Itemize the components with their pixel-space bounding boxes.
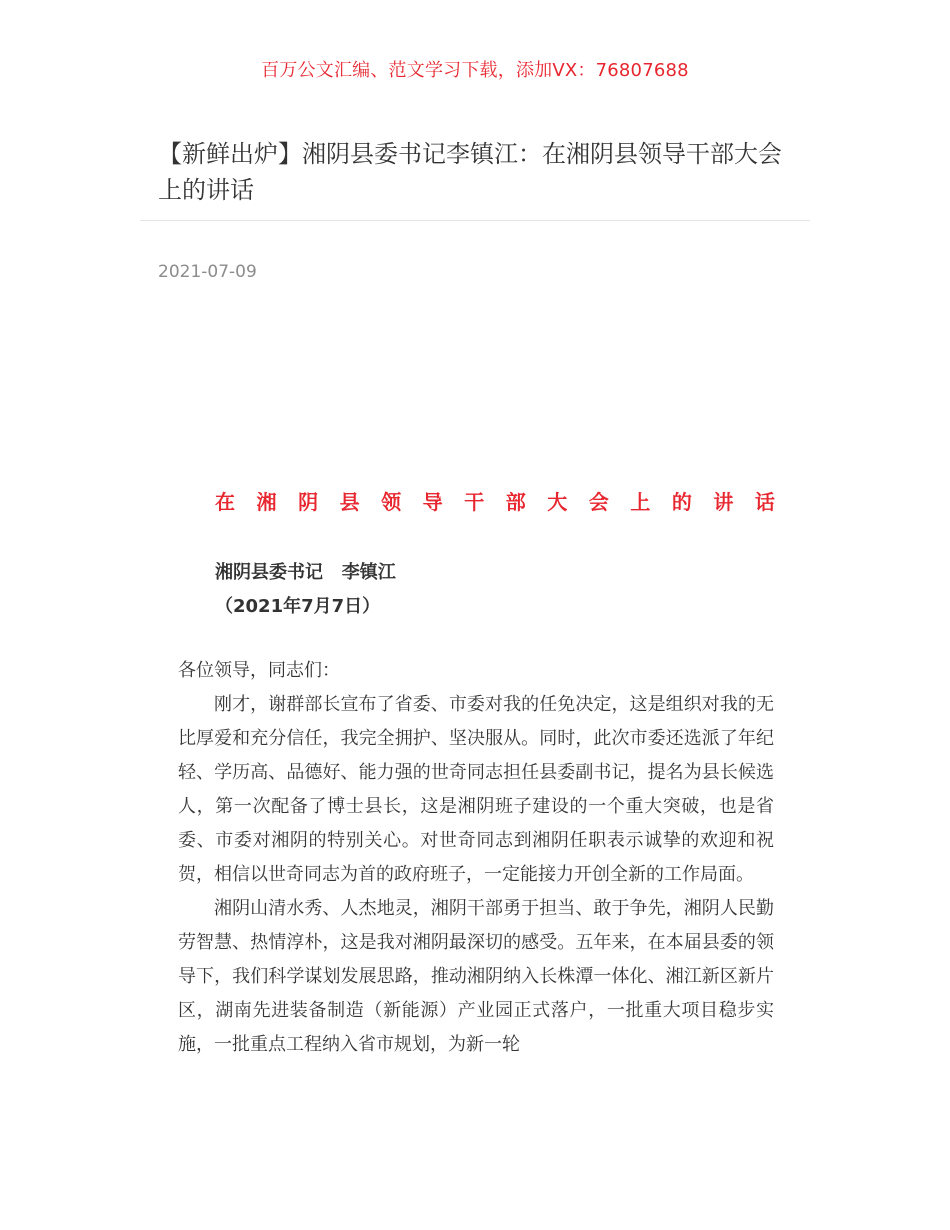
speech-heading-char: 部	[505, 490, 526, 514]
speech-heading-char: 湘	[256, 490, 277, 514]
speech-heading-char: 大	[547, 490, 568, 514]
publish-date: 2021-07-09	[158, 262, 257, 282]
speech-heading-char: 干	[464, 490, 485, 514]
article-title: 【新鲜出炉】湘阴县委书记李镇江：在湘阴县领导干部大会上的讲话	[158, 140, 782, 204]
title-divider	[140, 220, 810, 221]
speech-heading	[215, 486, 775, 515]
speech-heading-char: 会	[588, 490, 609, 514]
speech-date: （2021年7月7日）	[215, 596, 381, 617]
speech-heading-char: 上	[630, 490, 651, 514]
promo-banner: 百万公文汇编、范文学习下载，添加VX：76807688	[261, 60, 689, 81]
speech-heading-char: 领	[381, 490, 402, 514]
greeting: 各位领导，同志们：	[178, 660, 340, 681]
speech-heading-char: 讲	[713, 490, 734, 514]
body-paragraph: 湘阴山清水秀、人杰地灵，湘阴干部勇于担当、敢于争先，湘阴人民勤劳智慧、热情淳朴，这是我对湘阴最深切的感受。五年来，在本届县委的领导下，我们科学谋划发展思路，推动湘阴纳入长株潭一体化、湘江新区新片区，湖南先进装备制造（新能源）产业园正式落户，一批重大项目稳步实施，一批重点工程纳入省市规划，为新一轮	[178, 898, 774, 1055]
speech-body	[178, 654, 774, 1062]
speech-heading-char: 导	[422, 490, 443, 514]
speech-heading-char: 县	[339, 490, 360, 514]
speech-heading-char: 的	[671, 490, 692, 514]
speaker-line: 湘阴县委书记 李镇江	[215, 562, 396, 583]
body-paragraph: 刚才，谢群部长宣布了省委、市委对我的任免决定，这是组织对我的无比厚爱和充分信任，我完全拥护、坚决服从。同时，此次市委还选派了年纪轻、学历高、品德好、能力强的世奇同志担任县委副书记，提名为县长候选人，第一次配备了博士县长，这是湘阴班子建设的一个重大突破，也是省委、市委对湘阴的特别关心。对世奇同志到湘阴任职表示诚挚的欢迎和祝贺，相信以世奇同志为首的政府班子，一定能接力开创全新的工作局面。	[178, 694, 774, 885]
speech-heading-char: 阴	[298, 490, 319, 514]
speech-heading-char: 在	[215, 490, 235, 514]
speech-heading-char: 话	[754, 490, 775, 514]
